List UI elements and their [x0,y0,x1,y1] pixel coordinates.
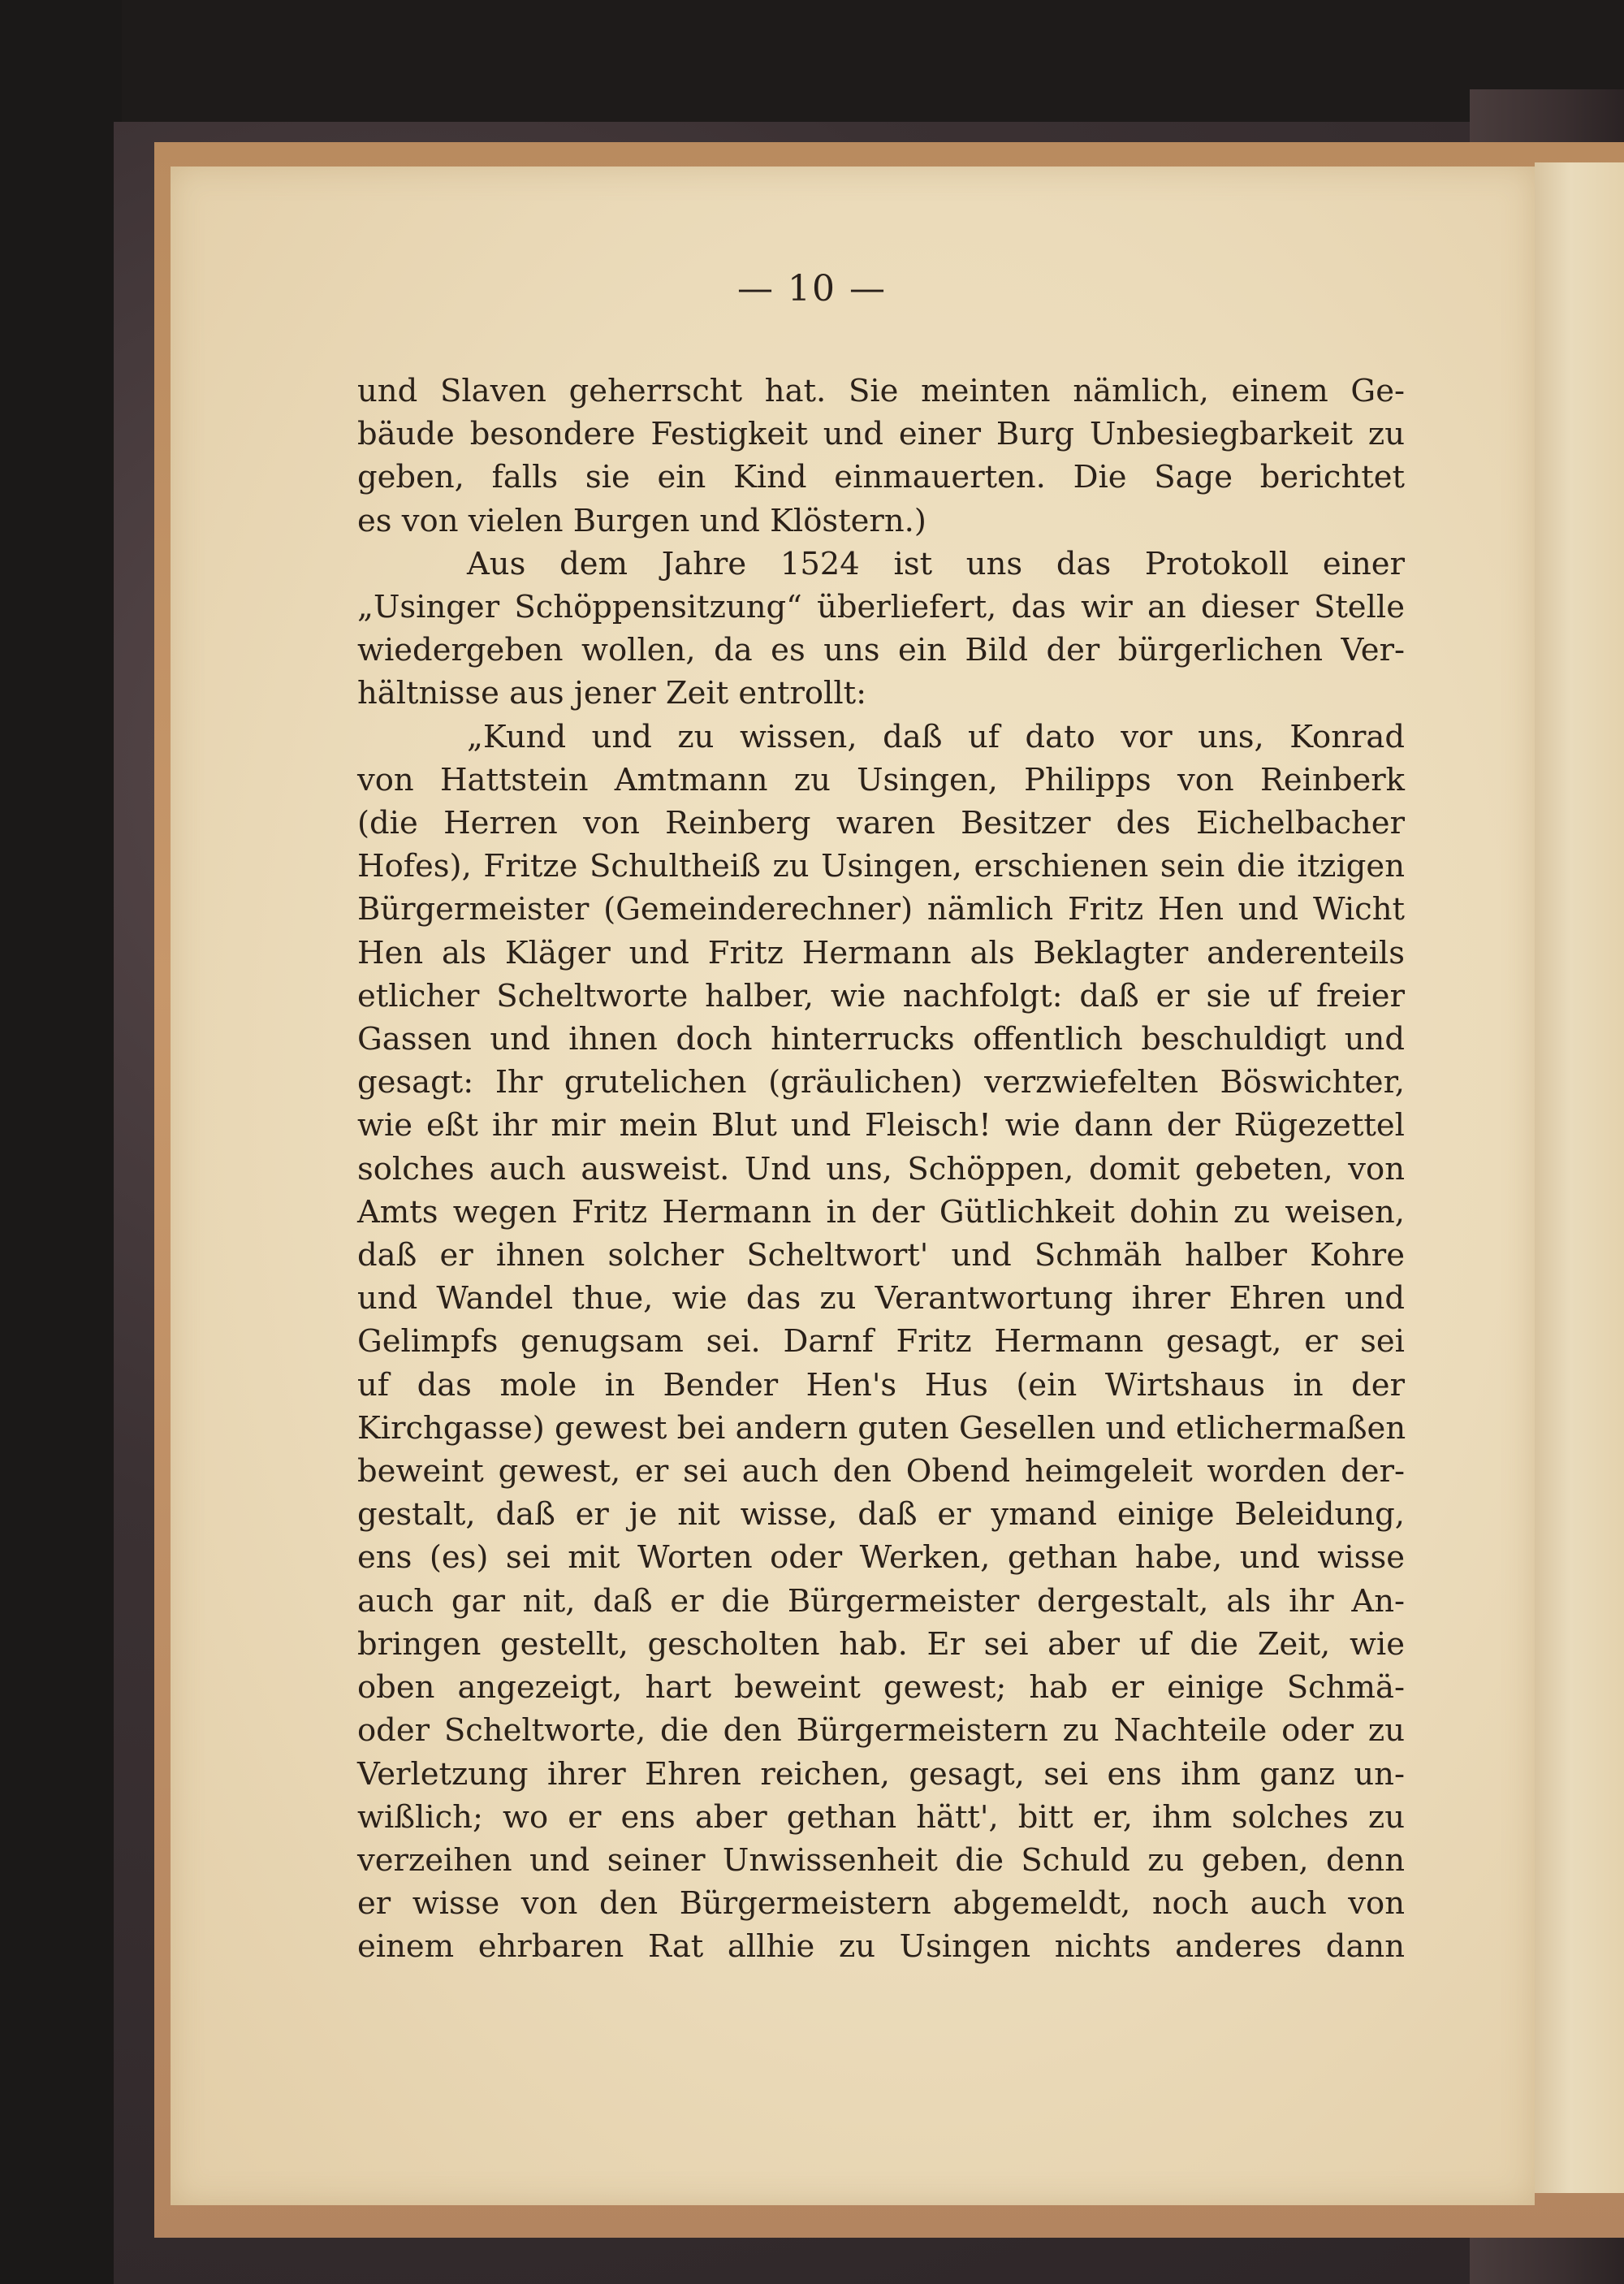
text-line: gesagt: Ihr grutelichen (gräulichen) verzwiefelten Böswichter, [357,1064,1405,1101]
text-line: Amts wegen Fritz Hermann in der Gütlichkeit dohin zu weisen, [357,1193,1405,1231]
text-line: ens (es) sei mit Worten oder Werken, gethan habe, und wisse [357,1539,1405,1577]
text-line: oben angezeigt, hart beweint gewest; hab er einige Schmä- [357,1669,1405,1707]
text-line: solches auch ausweist. Und uns, Schöppen, domit gebeten, von [357,1150,1405,1187]
text-line: Bürgermeister (Gemeinderechner) nämlich Fritz Hen und Wicht [357,891,1405,928]
text-line: bäude besondere Festigkeit und einer Burg Unbesiegbarkeit zu [357,416,1405,453]
text-line: oder Scheltworte, die den Bürgermeistern zu Nachteile oder zu [357,1712,1405,1750]
text-line: daß er ihnen solcher Scheltwort' und Schmäh halber Kohre [357,1237,1405,1274]
paragraph-start: „Kund und zu wissen, daß uf dato vor uns, Konrad [467,718,1405,755]
text-line: Verletzung ihrer Ehren reichen, gesagt, sei ens ihm ganz un- [357,1755,1405,1793]
facing-page-edge [1535,162,1624,2193]
text-line: Gelimpfs genugsam sei. Darnf Fritz Hermann gesagt, er sei [357,1323,1405,1360]
background [0,0,122,2284]
text-line: uf das mole in Bender Hen's Hus (ein Wirtshaus in der [357,1366,1405,1404]
page-text [357,370,1405,1969]
text-line: geben, falls sie ein Kind einmauerten. Die Sage berichtet [357,459,1405,496]
text-line: „Usinger Schöppensitzung“ überliefert, das wir an dieser Stelle [357,589,1405,626]
text-line: wißlich; wo er ens aber gethan hätt', bitt er, ihm solches zu [357,1798,1405,1836]
page-number: — 10 — [737,268,887,309]
text-line: es von vielen Burgen und Klöstern.) [357,502,926,539]
text-line: hältnisse aus jener Zeit entrollt: [357,675,867,712]
text-line: beweint gewest, er sei auch den Obend heimgeleit worden der- [357,1453,1405,1490]
paragraph-start: Aus dem Jahre 1524 ist uns das Protokoll einer [467,545,1405,582]
text-line: von Hattstein Amtmann zu Usingen, Philipps von Reinberk [357,761,1405,798]
text-line: Hofes), Fritze Schultheiß zu Usingen, erschienen sein die itzigen [357,848,1405,885]
text-line: gestalt, daß er je nit wisse, daß er ymand einige Beleidung, [357,1496,1405,1533]
text-line: wiedergeben wollen, da es uns ein Bild der bürgerlichen Ver- [357,632,1405,669]
text-line: verzeihen und seiner Unwissenheit die Schuld zu geben, denn [357,1841,1405,1879]
text-line: Kirchgasse) gewest bei andern guten Gesellen und etlichermaßen [357,1409,1406,1447]
text-line: etlicher Scheltworte halber, wie nachfolgt: daß er sie uf freier [357,977,1405,1014]
text-line: und Slaven geherrscht hat. Sie meinten nämlich, einem Ge- [357,373,1405,409]
text-line: und Wandel thue, wie das zu Verantwortung ihrer Ehren und [357,1280,1405,1317]
text-line: Gassen und ihnen doch hinterrucks offentlich beschuldigt und [357,1021,1405,1058]
text-line: er wisse von den Bürgermeistern abgemeldt, noch auch von [357,1885,1405,1923]
text-line: (die Herren von Reinberg waren Besitzer des Eichelbacher [357,805,1405,842]
text-line: Hen als Kläger und Fritz Hermann als Beklagter anderenteils [357,934,1405,971]
text-line: auch gar nit, daß er die Bürgermeister dergestalt, als ihr An- [357,1582,1405,1620]
text-line: einem ehrbaren Rat allhie zu Usingen nichts anderes dann [357,1928,1405,1966]
text-line: bringen gestellt, gescholten hab. Er sei aber uf die Zeit, wie [357,1625,1405,1663]
text-line: wie eßt ihr mir mein Blut und Fleisch! wie dann der Rügezettel [357,1107,1405,1144]
